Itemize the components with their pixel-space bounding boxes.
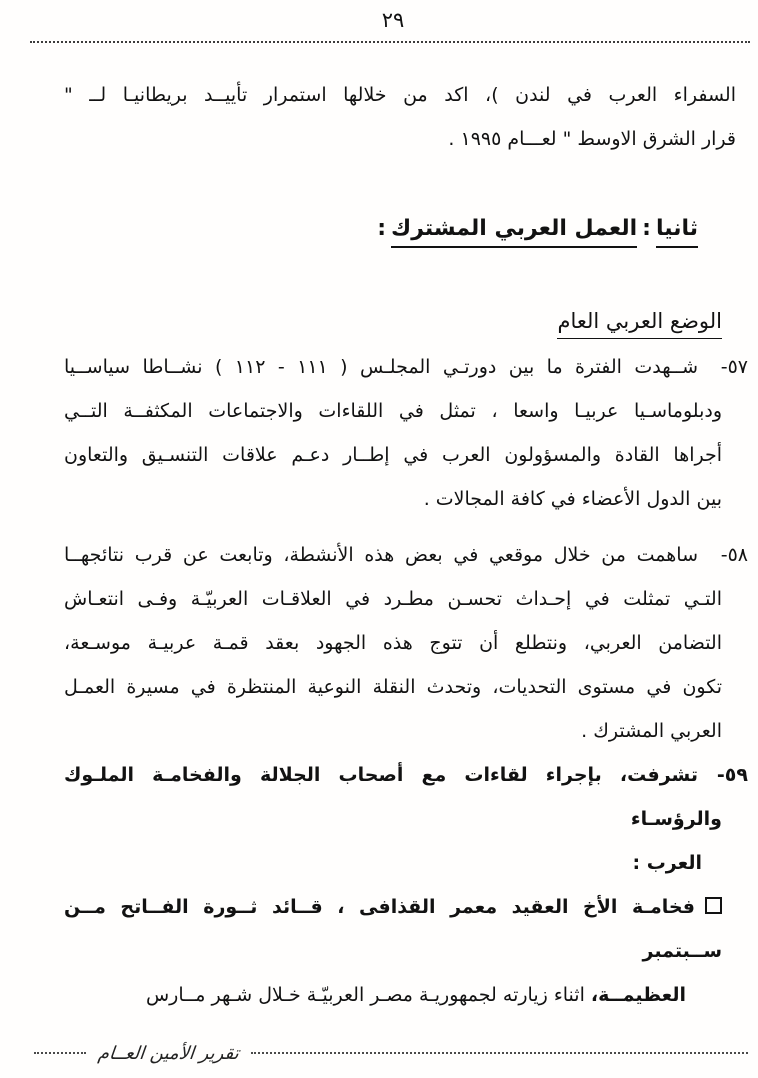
paragraph-line: العرب : bbox=[632, 852, 702, 874]
paragraph-line: أجراها القادة والمسؤولون العرب في إطــار دعـم علاقات التنسـيق والتعاون bbox=[64, 444, 722, 466]
bullet-text: اثناء زيارته لجمهوريـة مصـر العربيّـة خـلال شـهر مــارس bbox=[145, 984, 585, 1006]
bullet-line bbox=[64, 885, 722, 973]
subheading-text: الوضع العربي العام bbox=[557, 309, 722, 339]
section-heading bbox=[64, 207, 698, 251]
paragraph-line: التـي تمثلت في إحـداث تحسـن مطـرد في العلاقـات العربيّـة وفـى انتعـاش bbox=[64, 588, 722, 610]
paragraph-number: ٥٧- bbox=[720, 356, 748, 378]
bullet-text: فخامـة الأخ العقيد معمر القذافى ، قــائد ثــورة الفــاتح مــن ســبتمبر bbox=[64, 896, 722, 962]
subheading bbox=[64, 299, 722, 343]
top-divider bbox=[30, 41, 750, 43]
heading-colon: : bbox=[377, 216, 387, 241]
bullet-line bbox=[64, 973, 686, 1017]
paragraph-number: ٥٨- bbox=[720, 544, 748, 566]
paragraph-59 bbox=[64, 753, 748, 885]
footer-divider-short bbox=[34, 1052, 86, 1054]
paragraph-57 bbox=[64, 345, 748, 521]
section-heading-title: العمل العربي المشترك bbox=[391, 216, 637, 248]
paragraph-line: العربي المشترك . bbox=[581, 720, 722, 742]
heading-colon: : bbox=[642, 216, 651, 241]
section-heading-label: ثانيا bbox=[656, 216, 698, 248]
intro-line: السفراء العرب في لندن )، اكد من خلالها استمرار تأييــد بريطانيـا لــ " bbox=[64, 84, 736, 106]
paragraph-line: تكون في مستوى التحديات، وتحدث النقلة النوعية المنتظرة في مسيرة العمـل bbox=[64, 676, 722, 698]
square-bullet-icon bbox=[705, 897, 722, 914]
footer-divider-long bbox=[251, 1052, 748, 1054]
footer-signature: تقرير الأمين العــام bbox=[96, 1042, 240, 1064]
bullet-text-emphasis: العظيمــة، bbox=[590, 984, 686, 1006]
paragraph-line: تشرفت، بإجراء لقاءات مع أصحاب الجلالة والفخامـة الملـوك والرؤسـاء bbox=[64, 764, 722, 830]
paragraph-number: ٥٩- bbox=[716, 764, 748, 786]
page-number: ٢٩ bbox=[381, 8, 405, 32]
paragraph-58 bbox=[64, 533, 748, 753]
paragraph-line: شــهدت الفترة ما بين دورتـي المجلـس ( ١١١ - ١١٢ ) نشــاطا سياســيا bbox=[64, 356, 699, 378]
paragraph-line: ساهمت من خلال موقعي في بعض هذه الأنشطة، وتابعت عن قرب نتائجهــا bbox=[64, 544, 698, 566]
paragraph-line: التضامن العربي، ونتطلع أن تتوج هذه الجهود بعقد قمـة عربيـة موسـعة، bbox=[64, 632, 722, 654]
bullet-item bbox=[64, 885, 722, 1017]
page-footer bbox=[34, 1031, 748, 1075]
paragraph-line: ودبلوماسـيا عربيـا واسعا ، تمثل في اللقاءات والاجتماعات المكثفــة التــي bbox=[64, 400, 722, 422]
intro-paragraph bbox=[64, 73, 736, 161]
paragraph-line: بين الدول الأعضاء في كافة المجالات . bbox=[423, 488, 722, 510]
intro-line: قرار الشرق الاوسط " لعـــام ١٩٩٥ . bbox=[448, 128, 736, 150]
